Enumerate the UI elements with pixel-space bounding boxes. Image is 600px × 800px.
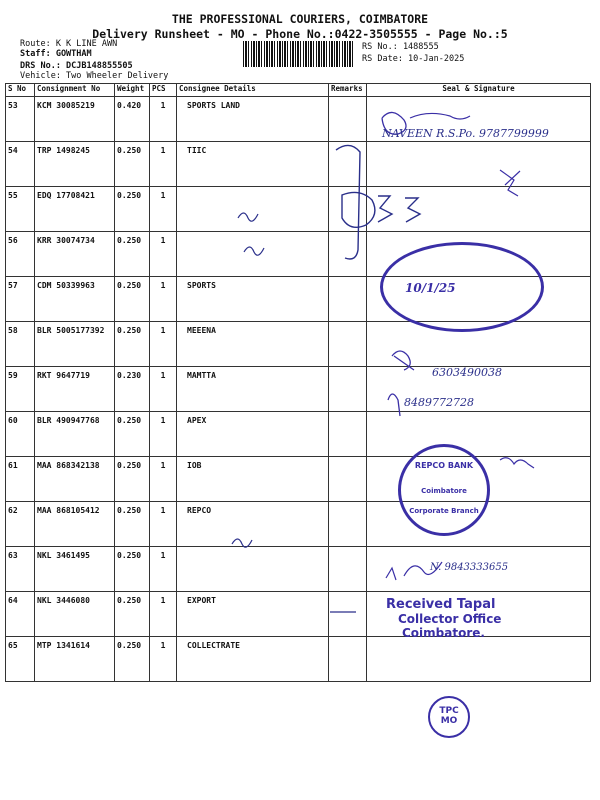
cell-sno: 55 bbox=[6, 187, 35, 232]
cell-sno: 56 bbox=[6, 232, 35, 277]
cell-consignee: SPORTS bbox=[177, 277, 329, 322]
cell-weight: 0.250 bbox=[115, 637, 150, 682]
cell-pcs: 1 bbox=[150, 412, 177, 457]
repco-bank-stamp bbox=[398, 444, 490, 536]
cell-consignment: NKL 3446080 bbox=[35, 592, 115, 637]
cell-consignment: MAA 868105412 bbox=[35, 502, 115, 547]
handwritten-phone-59: 6303490038 bbox=[432, 366, 502, 379]
col-seal-signature: Seal & Signature bbox=[367, 84, 591, 97]
cell-consignment: TRP 1498245 bbox=[35, 142, 115, 187]
handwritten-name-54: NAVEEN R.S.Po. 9787799999 bbox=[382, 127, 549, 140]
initials-56 bbox=[244, 247, 264, 255]
cell-consignee: APEX bbox=[177, 412, 329, 457]
cell-sno: 58 bbox=[6, 322, 35, 367]
remark-three-2 bbox=[405, 198, 420, 222]
office-seal-stamp bbox=[380, 242, 544, 332]
signature-60 bbox=[388, 394, 400, 416]
cell-consignment: BLR 5005177392 bbox=[35, 322, 115, 367]
cell-pcs: 1 bbox=[150, 322, 177, 367]
vehicle-label: Vehicle: Two Wheeler Delivery bbox=[20, 71, 169, 81]
cell-pcs: 1 bbox=[150, 187, 177, 232]
staff-label: Staff: GOWTHAM bbox=[20, 49, 92, 59]
cell-consignee: REPCO bbox=[177, 502, 329, 547]
repco-bottom-text: Corporate Branch bbox=[409, 507, 479, 515]
cell-pcs: 1 bbox=[150, 637, 177, 682]
repco-top-text: REPCO BANK bbox=[414, 461, 474, 470]
handwritten-phone-64: N. 9843333655 bbox=[430, 562, 509, 573]
cell-pcs: 1 bbox=[150, 457, 177, 502]
cell-weight: 0.250 bbox=[115, 457, 150, 502]
tpc-text: TPC MO bbox=[439, 706, 459, 726]
drs-number: DRS No.: DCJB148855505 bbox=[20, 61, 133, 71]
cell-sno: 63 bbox=[6, 547, 35, 592]
cell-consignment: BLR 490947768 bbox=[35, 412, 115, 457]
cell-consignment: MTP 1341614 bbox=[35, 637, 115, 682]
cell-weight: 0.250 bbox=[115, 277, 150, 322]
cell-sno: 61 bbox=[6, 457, 35, 502]
route-label: Route: K K LINE AWN bbox=[20, 39, 118, 49]
cell-consignee: MEEENA bbox=[177, 322, 329, 367]
cell-consignment: MAA 868342138 bbox=[35, 457, 115, 502]
cell-consignment: KCM 30085219 bbox=[35, 97, 115, 142]
cell-consignment: RKT 9647719 bbox=[35, 367, 115, 412]
cell-consignment: EDQ 17708421 bbox=[35, 187, 115, 232]
cell-pcs: 1 bbox=[150, 592, 177, 637]
runsheet-subtitle: Delivery Runsheet - MO - Phone No.:0422-3505555 - Page No.:5 bbox=[92, 27, 508, 41]
insect-mark bbox=[500, 170, 520, 196]
cell-consignee: IOB bbox=[177, 457, 329, 502]
cell-sno: 60 bbox=[6, 412, 35, 457]
cell-pcs: 1 bbox=[150, 367, 177, 412]
company-title: THE PROFESSIONAL COURIERS, COIMBATORE bbox=[171, 12, 429, 26]
cell-consignment: NKL 3461495 bbox=[35, 547, 115, 592]
cell-weight: 0.250 bbox=[115, 142, 150, 187]
rs-number: RS No.: 1488555 bbox=[362, 42, 439, 52]
cell-consignee: COLLECTRATE bbox=[177, 637, 329, 682]
cell-weight: 0.250 bbox=[115, 412, 150, 457]
col-pcs: PCS bbox=[150, 84, 177, 97]
cell-consignment: KRR 30074734 bbox=[35, 232, 115, 277]
cell-pcs: 1 bbox=[150, 97, 177, 142]
tapal-line-1: Received Tapal bbox=[386, 597, 496, 612]
cell-sno: 54 bbox=[6, 142, 35, 187]
cell-sno: 62 bbox=[6, 502, 35, 547]
tapal-line-3: Coimbatore. bbox=[402, 626, 485, 640]
cell-consignee: MAMTTA bbox=[177, 367, 329, 412]
signature-53b bbox=[410, 113, 470, 119]
signature-62 bbox=[500, 458, 534, 468]
cell-consignee: EXPORT bbox=[177, 592, 329, 637]
signature-59 bbox=[392, 351, 414, 370]
repco-mid-text: Coimbatore bbox=[421, 487, 467, 495]
initials-64 bbox=[232, 539, 252, 547]
handwritten-phone-60: 8489772728 bbox=[404, 396, 474, 409]
cell-weight: 0.250 bbox=[115, 547, 150, 592]
cell-pcs: 1 bbox=[150, 277, 177, 322]
col-consignment: Consignment No bbox=[35, 84, 115, 97]
cell-sno: 57 bbox=[6, 277, 35, 322]
col-remarks: Remarks bbox=[329, 84, 367, 97]
cell-sno: 65 bbox=[6, 637, 35, 682]
remark-scribble bbox=[336, 145, 360, 259]
cell-sno: 59 bbox=[6, 367, 35, 412]
tpc-stamp bbox=[428, 696, 470, 738]
col-sno: S No bbox=[6, 84, 35, 97]
remark-three bbox=[378, 196, 392, 222]
cell-weight: 0.420 bbox=[115, 97, 150, 142]
cell-pcs: 1 bbox=[150, 547, 177, 592]
cell-consignment: CDM 50339963 bbox=[35, 277, 115, 322]
cell-weight: 0.230 bbox=[115, 367, 150, 412]
cell-weight: 0.250 bbox=[115, 502, 150, 547]
col-consignee: Consignee Details bbox=[177, 84, 329, 97]
cell-pcs: 1 bbox=[150, 232, 177, 277]
initials-55 bbox=[238, 213, 258, 221]
cell-consignee: SPORTS LAND bbox=[177, 97, 329, 142]
cell-sno: 53 bbox=[6, 97, 35, 142]
cell-weight: 0.250 bbox=[115, 232, 150, 277]
cell-weight: 0.250 bbox=[115, 187, 150, 232]
cell-weight: 0.250 bbox=[115, 592, 150, 637]
date-stamp: 10/1/25 bbox=[405, 281, 456, 295]
tapal-line-2: Collector Office bbox=[398, 612, 502, 626]
cell-pcs: 1 bbox=[150, 142, 177, 187]
cell-sno: 64 bbox=[6, 592, 35, 637]
col-weight: Weight bbox=[115, 84, 150, 97]
cell-consignee: TIIC bbox=[177, 142, 329, 187]
cell-pcs: 1 bbox=[150, 502, 177, 547]
cell-weight: 0.250 bbox=[115, 322, 150, 367]
rs-date: RS Date: 10-Jan-2025 bbox=[362, 54, 465, 64]
